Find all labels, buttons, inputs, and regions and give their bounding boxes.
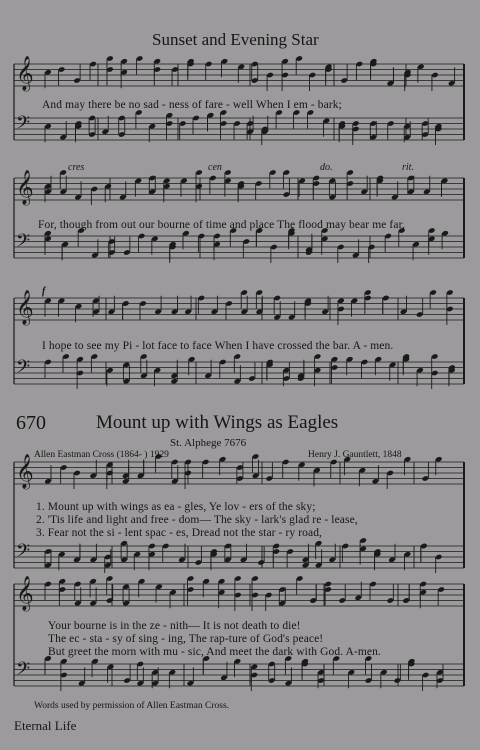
hymn-number: 670	[16, 412, 46, 434]
bass-clef-icon: 𝄢	[16, 113, 31, 138]
verse-1-line-1: 1. Mount up with wings as ea - gles, Ye lov - ers of the sky;	[36, 501, 316, 513]
verse-3-line-2: But greet the morn with mu - sic, And meet the dark with God. A-men.	[48, 646, 381, 658]
dynamic-forte: f	[42, 286, 46, 297]
treble-clef-icon: 𝄞	[16, 454, 34, 489]
verse-3-line-1: 3. Fear not the si - lent spac - es, Dread not the star - ry road,	[36, 527, 323, 539]
prev-lyric-line-1: And may there be no sad - ness of fare - well When I em - bark;	[42, 99, 342, 111]
hymn-title: Mount up with Wings as Eagles	[96, 412, 339, 433]
prev-lyric-line-3: I hope to see my Pi - lot face to face When I have crossed the bar. A - men.	[42, 340, 394, 352]
composer-credit: Henry J. Gauntlett, 1848	[308, 450, 402, 460]
dynamic-cen: cen	[208, 162, 222, 173]
bass-clef-icon: 𝄢	[16, 357, 31, 382]
dynamic-do: do.	[320, 162, 333, 173]
prev-hymn-title: Sunset and Evening Star	[152, 30, 319, 49]
verse-2-line-1: 2. 'Tis life and light and free - dom— The sky - lark's glad re - lease,	[36, 514, 358, 526]
verse-2-line-2: The ec - sta - sy of sing - ing, The rap-ture of God's peace!	[48, 633, 324, 645]
dynamic-cres: cres	[68, 162, 85, 173]
author-credit: Allen Eastman Cross (1864- ) 1929	[34, 450, 169, 460]
bass-clef-icon: 𝄢	[16, 659, 31, 684]
dynamic-rit: rit.	[402, 162, 414, 173]
treble-clef-icon: 𝄞	[16, 576, 34, 611]
tune-name: St. Alphege 7676	[170, 437, 247, 449]
treble-clef-icon: 𝄞	[16, 290, 34, 325]
permission-note: Words used by permission of Allen Eastman Cross.	[34, 701, 230, 711]
verse-1-line-2: Your bourne is in the ze - nith— It is not death to die!	[48, 620, 301, 632]
bass-clef-icon: 𝄢	[16, 541, 31, 566]
book-section-footer: Eternal Life	[14, 718, 77, 733]
treble-clef-icon: 𝄞	[16, 56, 34, 91]
prev-lyric-line-2: For, though from out our bourne of time and place The flood may bear me far,	[38, 219, 406, 231]
bass-clef-icon: 𝄢	[16, 231, 31, 256]
treble-clef-icon: 𝄞	[16, 170, 34, 205]
